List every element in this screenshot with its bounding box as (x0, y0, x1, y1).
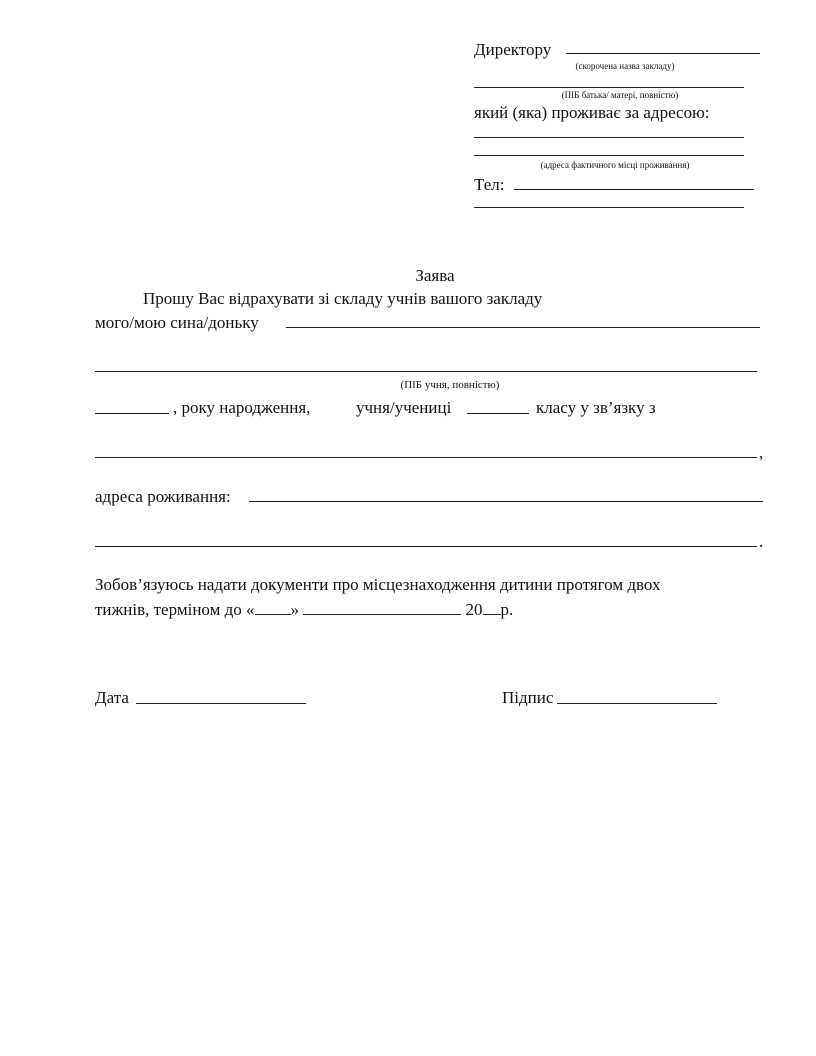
signature-field[interactable] (557, 703, 717, 704)
address-period: . (759, 532, 764, 551)
parent-name-hint: (ПІБ батька/ матері, повністю) (561, 90, 679, 100)
class-text: класу у зв’язку з (536, 398, 656, 417)
address-hint: (адреса фактичного місці проживання) (540, 160, 690, 170)
pupil-label: учня/учениці (356, 398, 452, 417)
phone-field[interactable] (514, 189, 754, 190)
commitment-line-2 (95, 599, 513, 620)
address-field-2[interactable] (474, 155, 744, 156)
address-field-1[interactable] (474, 137, 744, 138)
signature-label: Підпис (502, 688, 554, 707)
commitment-line-1: Зобов’язуюсь надати документи про місцезнаходження дитини протягом двох (95, 575, 661, 594)
child-label: мого/мою сина/доньку (95, 313, 259, 332)
director-line (474, 40, 551, 60)
parent-name-field[interactable] (474, 87, 744, 88)
deadline-mid: » (290, 600, 299, 619)
director-label: Директору (474, 40, 552, 59)
address-label: адреса роживання: (95, 487, 231, 506)
child-address-field-2[interactable] (95, 546, 757, 547)
institution-hint: (скорочена назва закладу) (575, 61, 675, 71)
reason-comma: , (759, 443, 764, 462)
deadline-prefix: тижнів, терміном до « (95, 600, 255, 619)
reason-field[interactable] (95, 457, 757, 458)
deadline-year-prefix: 20 (465, 600, 483, 619)
deadline-day-field[interactable] (255, 599, 291, 615)
child-name-field[interactable] (286, 327, 760, 328)
request-line: Прошу Вас відрахувати зі складу учнів вашого закладу (143, 289, 543, 308)
class-field[interactable] (467, 413, 529, 414)
deadline-year-field[interactable] (483, 599, 501, 615)
phone-label: Тел: (474, 175, 505, 194)
institution-field[interactable] (566, 53, 760, 54)
child-address-field[interactable] (249, 501, 763, 502)
birth-year-text: , року народження, (173, 398, 311, 417)
date-label: Дата (95, 688, 129, 707)
child-name-field-2[interactable] (95, 371, 757, 372)
deadline-year-suffix: р. (500, 600, 514, 619)
birth-year-field[interactable] (95, 413, 169, 414)
document-title: Заява (415, 266, 455, 285)
deadline-month-field[interactable] (303, 599, 461, 615)
student-name-hint: (ПІБ учня, повністю) (400, 379, 500, 391)
date-field[interactable] (136, 703, 306, 704)
residence-label: який (яка) проживає за адресою: (474, 103, 710, 122)
phone-extra-field[interactable] (474, 207, 744, 208)
